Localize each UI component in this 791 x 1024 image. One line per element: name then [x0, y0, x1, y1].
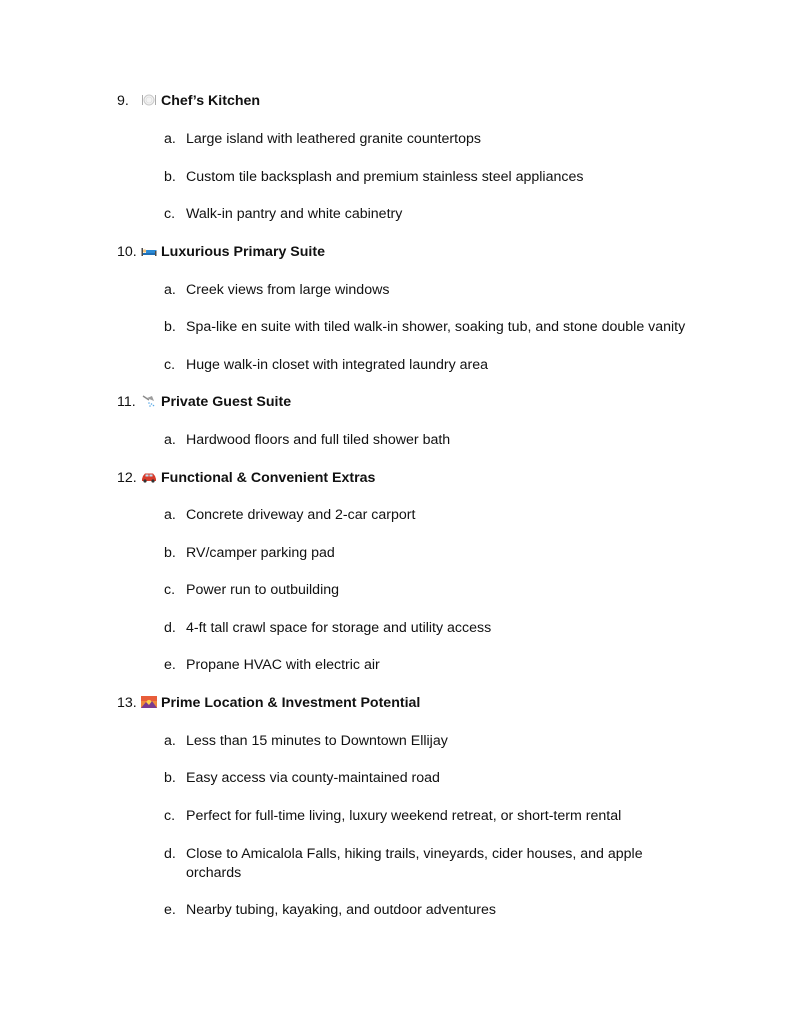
list-item-text: Less than 15 minutes to Downtown Ellijay	[186, 733, 448, 749]
list-item	[164, 205, 704, 224]
section-heading-13	[117, 693, 420, 713]
sunrise-over-mountains-icon	[141, 696, 157, 708]
list-item	[164, 619, 704, 638]
list-item	[164, 544, 704, 563]
list-item-text: Creek views from large windows	[186, 282, 390, 298]
fork-knife-plate-icon	[141, 94, 157, 106]
list-item-text: Power run to outbuilding	[186, 582, 340, 598]
list-marker: c.	[164, 582, 176, 598]
section-title: Luxurious Primary Suite	[161, 244, 325, 260]
list-marker: b.	[164, 770, 176, 786]
list-item	[164, 168, 704, 187]
list-item-text: Propane HVAC with electric air	[186, 657, 380, 673]
list-item	[164, 845, 664, 882]
list-item	[164, 769, 704, 788]
list-item	[164, 130, 704, 149]
list-marker: d.	[164, 620, 176, 636]
bed-icon	[141, 245, 157, 257]
section-heading-11	[117, 392, 291, 412]
section-number: 13.	[117, 695, 137, 711]
list-item-text: Spa-like en suite with tiled walk-in shower, soaking tub, and stone double vanity	[186, 319, 686, 335]
list-item-text: Perfect for full-time living, luxury weekend retreat, or short-term rental	[186, 808, 622, 824]
list-item-text: Hardwood floors and full tiled shower bath	[186, 432, 451, 448]
section-number: 9.	[117, 93, 129, 109]
list-item-text: 4-ft tall crawl space for storage and utility access	[186, 620, 492, 636]
list-item-text: Nearby tubing, kayaking, and outdoor adventures	[186, 902, 496, 918]
list-item-text: Concrete driveway and 2-car carport	[186, 507, 416, 523]
list-marker: b.	[164, 169, 176, 185]
list-item-text: Close to Amicalola Falls, hiking trails, vineyards, cider houses, and apple orchards	[186, 846, 643, 881]
list-item	[164, 506, 704, 525]
list-item	[164, 732, 704, 751]
list-marker: a.	[164, 131, 176, 147]
section-title: Functional & Convenient Extras	[161, 470, 376, 486]
list-marker: a.	[164, 733, 176, 749]
list-item-text: RV/camper parking pad	[186, 545, 335, 561]
list-item-text: Large island with leathered granite countertops	[186, 131, 481, 147]
list-marker: e.	[164, 657, 176, 673]
list-marker: c.	[164, 808, 176, 824]
list-marker: c.	[164, 357, 176, 373]
section-title: Private Guest Suite	[161, 394, 292, 410]
car-icon	[141, 471, 157, 483]
section-heading-10	[117, 242, 325, 262]
section-title: Chef’s Kitchen	[161, 93, 261, 109]
section-number: 10.	[117, 244, 137, 260]
list-marker: b.	[164, 319, 176, 335]
list-item	[164, 318, 704, 337]
list-marker: a.	[164, 432, 176, 448]
list-item	[164, 581, 704, 600]
list-marker: a.	[164, 507, 176, 523]
list-item	[164, 281, 704, 300]
list-item-text: Easy access via county-maintained road	[186, 770, 440, 786]
list-marker: d.	[164, 846, 176, 862]
list-item	[164, 356, 704, 375]
list-marker: b.	[164, 545, 176, 561]
list-item	[164, 431, 704, 450]
section-heading-12	[117, 468, 375, 488]
list-item-text: Huge walk-in closet with integrated laundry area	[186, 357, 489, 373]
section-number: 11.	[117, 394, 136, 410]
list-item-text: Walk-in pantry and white cabinetry	[186, 206, 403, 222]
section-heading-9	[117, 91, 260, 111]
list-marker: e.	[164, 902, 176, 918]
section-title: Prime Location & Investment Potential	[161, 695, 421, 711]
shower-icon	[141, 395, 157, 407]
list-marker: a.	[164, 282, 176, 298]
section-number: 12.	[117, 470, 137, 486]
list-item-text: Custom tile backsplash and premium stainless steel appliances	[186, 169, 584, 185]
list-marker: c.	[164, 206, 176, 222]
list-item	[164, 807, 704, 826]
list-item	[164, 656, 704, 675]
list-item	[164, 901, 704, 920]
